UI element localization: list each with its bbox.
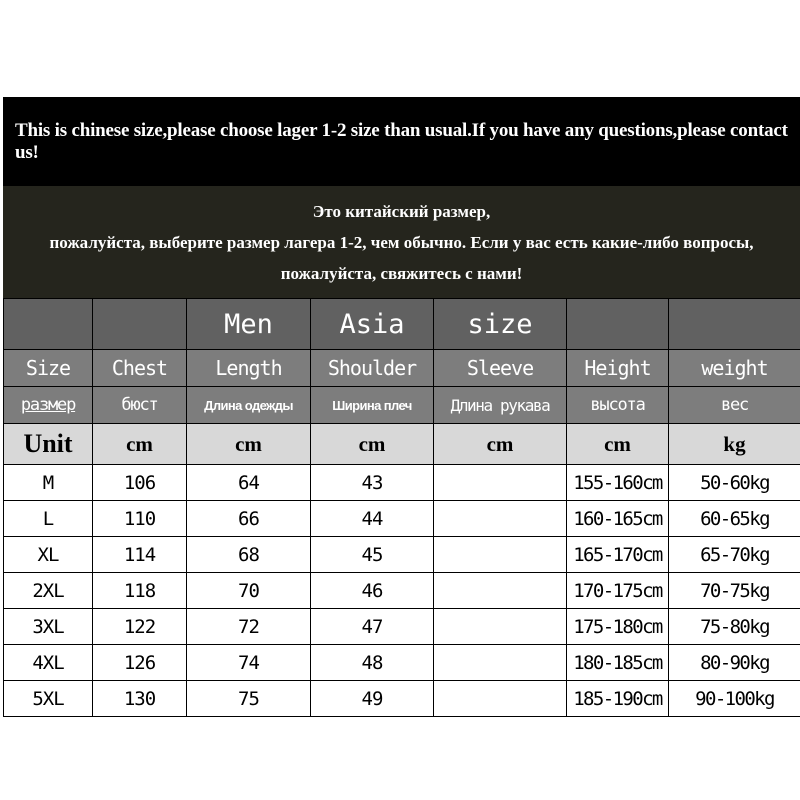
title-cell xyxy=(93,299,187,350)
cell-weight: 90-100kg xyxy=(669,681,800,717)
cell-length: 74 xyxy=(187,645,311,681)
header-weight: weight xyxy=(669,350,800,387)
header-length-ru: Длина одежды xyxy=(187,387,311,424)
cell-shoulder: 47 xyxy=(311,609,434,645)
cell-length: 64 xyxy=(187,465,311,501)
cell-size: XL xyxy=(4,537,93,573)
cell-length: 75 xyxy=(187,681,311,717)
notice-english-text: This is chinese size,please choose lager 1-2 size than usual.If you have any questions,please contact us! xyxy=(15,119,788,163)
table-row xyxy=(4,573,800,609)
cell-sleeve xyxy=(434,501,567,537)
cell-height: 175-180cm xyxy=(567,609,669,645)
header-size-ru: размер xyxy=(4,387,93,424)
cell-sleeve xyxy=(434,537,567,573)
size-chart xyxy=(3,97,800,717)
cell-weight: 75-80kg xyxy=(669,609,800,645)
cell-chest: 130 xyxy=(93,681,187,717)
notice-russian xyxy=(3,186,800,298)
cell-chest: 118 xyxy=(93,573,187,609)
table-row xyxy=(4,465,800,501)
cell-height: 165-170cm xyxy=(567,537,669,573)
cell-size: 2XL xyxy=(4,573,93,609)
cell-shoulder: 48 xyxy=(311,645,434,681)
header-weight-ru: вес xyxy=(669,387,800,424)
cell-height: 170-175cm xyxy=(567,573,669,609)
cell-weight: 50-60kg xyxy=(669,465,800,501)
title-word: Asia xyxy=(311,299,434,350)
cell-chest: 114 xyxy=(93,537,187,573)
cell-sleeve xyxy=(434,573,567,609)
header-shoulder: Shoulder xyxy=(311,350,434,387)
notice-russian-line: пожалуйста, выберите размер лагера 1-2, чем обычно. Если у вас есть какие-либо вопросы, xyxy=(49,232,754,252)
cell-height: 155-160cm xyxy=(567,465,669,501)
cell-sleeve xyxy=(434,609,567,645)
cell-weight: 65-70kg xyxy=(669,537,800,573)
header-row-russian xyxy=(4,387,800,424)
header-chest: Chest xyxy=(93,350,187,387)
cell-size: L xyxy=(4,501,93,537)
cell-chest: 126 xyxy=(93,645,187,681)
notice-russian-line: Это китайский размер, xyxy=(312,201,491,221)
unit-height: cm xyxy=(567,424,669,465)
title-word: Men xyxy=(187,299,311,350)
table-row xyxy=(4,609,800,645)
cell-sleeve xyxy=(434,465,567,501)
notice-russian-line: пожалуйста, свяжитесь с нами! xyxy=(280,263,523,283)
header-height-ru: высота xyxy=(567,387,669,424)
title-cell xyxy=(4,299,93,350)
unit-shoulder: cm xyxy=(311,424,434,465)
table-title-row xyxy=(4,299,800,350)
table-row xyxy=(4,645,800,681)
cell-size: 3XL xyxy=(4,609,93,645)
title-cell xyxy=(669,299,800,350)
unit-weight: kg xyxy=(669,424,800,465)
cell-length: 72 xyxy=(187,609,311,645)
cell-weight: 70-75kg xyxy=(669,573,800,609)
header-size: Size xyxy=(4,350,93,387)
cell-sleeve xyxy=(434,645,567,681)
unit-row xyxy=(4,424,800,465)
header-chest-ru: бюст xyxy=(93,387,187,424)
title-cell xyxy=(567,299,669,350)
unit-length: cm xyxy=(187,424,311,465)
cell-length: 70 xyxy=(187,573,311,609)
cell-chest: 122 xyxy=(93,609,187,645)
header-shoulder-ru: Ширина плеч xyxy=(311,387,434,424)
cell-size: 4XL xyxy=(4,645,93,681)
header-sleeve: Sleeve xyxy=(434,350,567,387)
table-row xyxy=(4,681,800,717)
header-row-english xyxy=(4,350,800,387)
cell-height: 180-185cm xyxy=(567,645,669,681)
notice-english xyxy=(3,97,800,186)
header-sleeve-ru: Длина рукава xyxy=(434,387,567,424)
cell-size: 5XL xyxy=(4,681,93,717)
cell-length: 68 xyxy=(187,537,311,573)
table-row xyxy=(4,537,800,573)
cell-sleeve xyxy=(434,681,567,717)
cell-shoulder: 44 xyxy=(311,501,434,537)
unit-label: Unit xyxy=(4,424,93,465)
cell-shoulder: 45 xyxy=(311,537,434,573)
cell-weight: 80-90kg xyxy=(669,645,800,681)
cell-height: 160-165cm xyxy=(567,501,669,537)
cell-shoulder: 46 xyxy=(311,573,434,609)
header-height: Height xyxy=(567,350,669,387)
cell-length: 66 xyxy=(187,501,311,537)
size-table xyxy=(3,298,800,717)
unit-chest: cm xyxy=(93,424,187,465)
cell-shoulder: 49 xyxy=(311,681,434,717)
cell-size: M xyxy=(4,465,93,501)
cell-weight: 60-65kg xyxy=(669,501,800,537)
header-length: Length xyxy=(187,350,311,387)
cell-chest: 110 xyxy=(93,501,187,537)
cell-height: 185-190cm xyxy=(567,681,669,717)
cell-shoulder: 43 xyxy=(311,465,434,501)
table-row xyxy=(4,501,800,537)
title-word: size xyxy=(434,299,567,350)
unit-sleeve: cm xyxy=(434,424,567,465)
cell-chest: 106 xyxy=(93,465,187,501)
